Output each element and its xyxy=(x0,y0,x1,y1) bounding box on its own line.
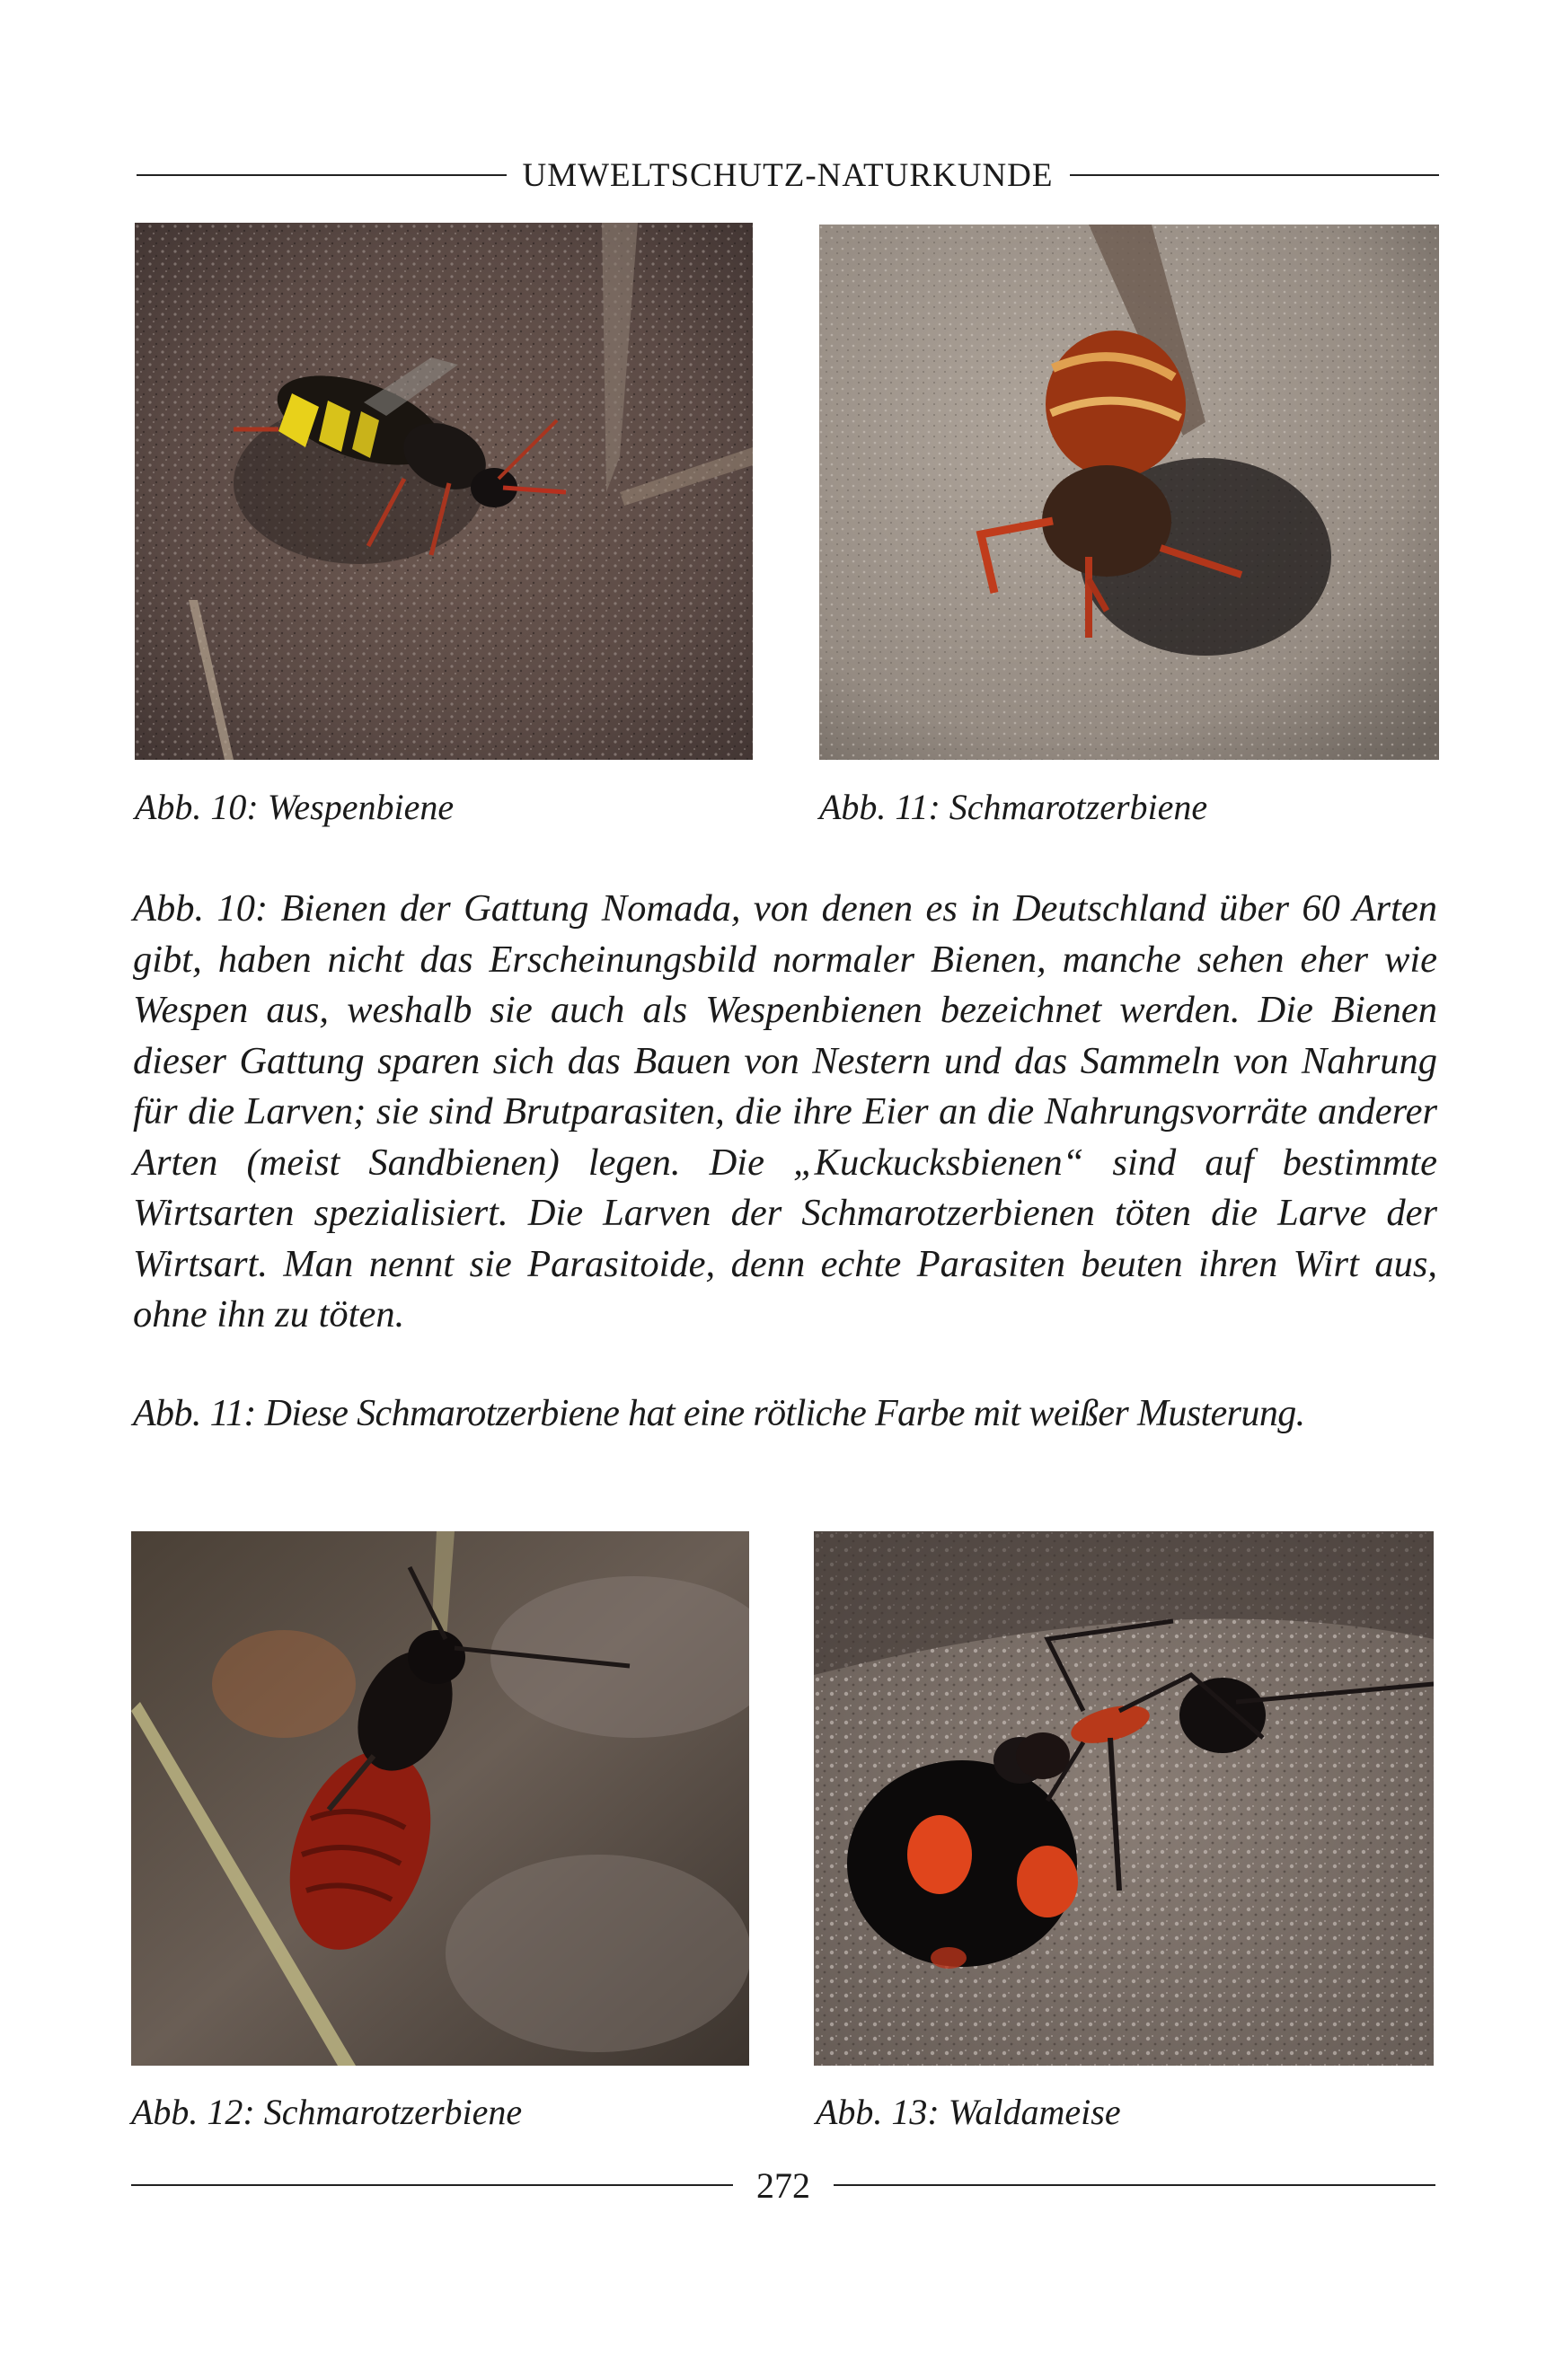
caption-abb-13: Abb. 13: Waldameise xyxy=(816,2092,1121,2132)
caption-abb-12: Abb. 12: Schmarotzerbiene xyxy=(131,2092,523,2132)
description-paragraph-2: Abb. 11: Diese Schmarotzerbiene hat eine rötliche Farbe mit weißer Musterung. xyxy=(133,1393,1305,1434)
caption-abb-11: Abb. 11: Schmarotzerbiene xyxy=(819,787,1208,827)
footer-rule-right xyxy=(834,2184,1435,2186)
page-footer xyxy=(131,2163,1435,2208)
photo-schmarotzerbiene-12 xyxy=(131,1531,749,2066)
footer-rule-left xyxy=(131,2184,733,2186)
header-rule-left xyxy=(137,174,507,176)
photo-wespenbiene xyxy=(135,223,753,760)
description-paragraph-1: Abb. 10: Bienen der Gattung Nomada, von denen es in Deutschland über 60 Arten gibt, haben nicht das Erscheinungsbild normaler Bienen, manche sehen eher wie Wespen aus, weshalb sie auch als Wespenbienen bezeichnet werden. Die Bienen dieser Gattung sparen sich das Bauen von Nestern und das Sammeln von Nahrung für die Larven; sie sind Brutparasiten, die ihre Eier an die Nahrungsvorräte anderer Arten (meist Sandbienen) legen. Die „Kuckucksbienen“ sind auf bestimmte Wirtsarten spezialisiert. Die Larven der Schmarotzerbienen töten die Larve der Wirtsart. Man nennt sie Parasitoide, denn echte Parasiten beuten ihren Wirt aus, ohne ihn zu töten. xyxy=(133,887,1437,1335)
caption-abb-10: Abb. 10: Wespenbiene xyxy=(135,787,455,827)
page-number: 272 xyxy=(756,2164,810,2206)
header-rule-right xyxy=(1070,174,1440,176)
running-title: UMWELTSCHUTZ-NATURKUNDE xyxy=(522,156,1054,194)
photo-schmarotzerbiene-11 xyxy=(819,225,1439,760)
photo-waldameise xyxy=(814,1531,1434,2066)
running-header xyxy=(137,153,1439,198)
